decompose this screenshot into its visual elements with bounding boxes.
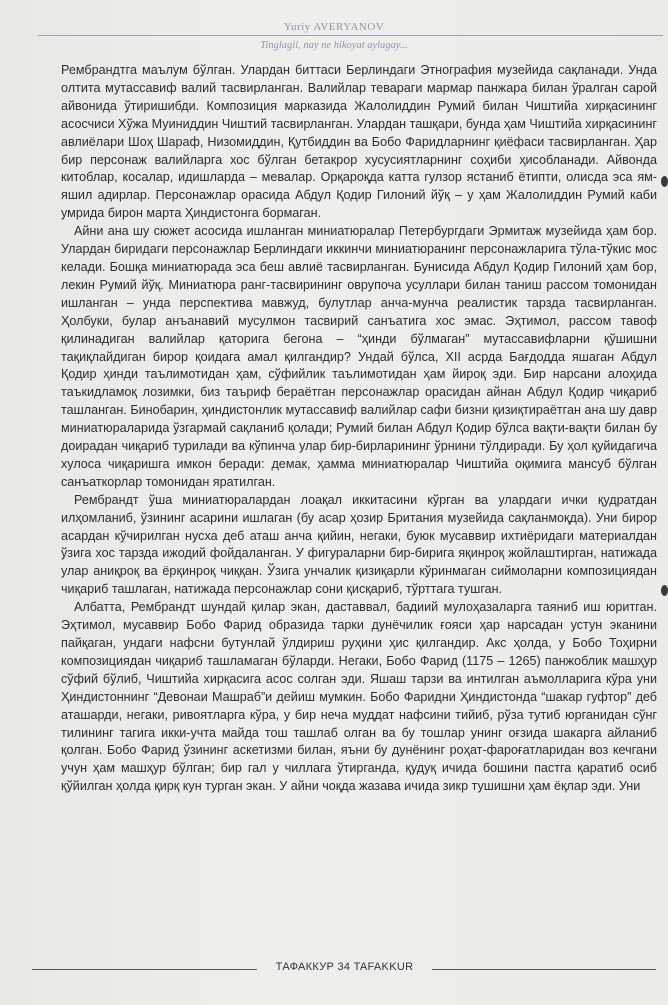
paragraph-3: Рембрандт ўша миниатюралардан лоақал иккитасини кўрган ва улардаги ички қудратдан илҳомланиб, ўзининг асарини ишлаган (бу асар ҳозир Британия музейида сақланмоқда). Уни бирор асардан кўчирилган нусха деб аташ анча қийин, негаки, буюк мусаввир ихтиёридаги материалдан ўзига хос тарзда ижодий фойдаланган. У фигураларни бир-бирига яқинроқ жойлаштирган, натижада улар аниқроқ ва ёрқинроқ чиққан. Ўзига унчалик қизиқарли кўринмаган сиймоларни композициядан чиқариб ташлаган, натижада персонажлар сони қисқариб, тўрттага тушган. xyxy=(61,492,657,597)
article-body xyxy=(61,62,657,796)
footer-page-label: ТАФАККУР 34 TAFAKKUR xyxy=(275,961,414,973)
header-rule xyxy=(38,35,663,36)
footer-rule-left xyxy=(32,969,257,970)
paragraph-2: Айни ана шу сюжет асосида ишланган миниатюралар Петербургдаги Эрмитаж музейида ҳам бор. Улардан биридаги персонажлар Берлиндаги иккинчи миниатюранинг персонажларига тўла-тўкис мос келади. Бошқа миниатюрада эса беш авлиё тасвирланган. Бунисида Абдул Қодир Гилоний ҳам бор, лекин Румий йўқ. Миниатюра ранг-тасвирининг оврупоча усуллари билан таниш рассом томонидан ишланган – унда перспектива мавжуд, булутлар анча-мунча реалистик тарзда тасвирланган. Ҳолбуки, булар анъанавий мусулмон тасвирий санъатига хос эмас. Эҳтимол, рассом тавоф қилинадиган валийлар қаторига бегона – “ҳинди бўлмаган” мутассавифларни қўшишни тақиқлайдиган бирор қоидага амал қилгандир? Ундай бўлса, XII асрда Бағдодда яшаган Абдул Қодир ҳинди таълимотидан ҳам, сўфийлик таълимотидан ҳам йироқ эди. Бир нарсани алоҳида таъкидламоқ лозимки, биз таъриф бераётган персонажлар орасидан айнан Абдул Қодир чиқариб ташланган. Бинобарин, ҳиндистонлик мутассавиф валийлар сафи бизни қизиқтираётган ана шу давр миниатюраларида ўзгармай сақланиб қолади; Румий билан Абдул Қодир бўлса вақти-вақти билан бу доирадан чиқариб турилади ва кўпинча улар бир-бирларининг ўрнини тўлдиради. Бу ҳол қуйидагича хулоса чиқаришга имкон беради: демак, ҳамма миниатюралар Чиштийа оқимига мансуб бўлган санъаткорлар томонидан яратилган. xyxy=(61,224,657,489)
paragraph-1: Рембрандтга маълум бўлган. Улардан биттаси Берлиндаги Этнография музейида сақланади. Унда олтита мутассавиф валий тасвирланган. Валийлар тевараги мармар панжара билан ўралган сарой айвонида ўтиришибди. Композиция марказида Жалолиддин Румий билан Чиштийа хирқасининг асосчиси Хўжа Муиниддин Чиштий тасвирланган. Улардан ташқари, бунда ҳам Чиштийа хирқасининг авлиёлари Шоҳ Шараф, Низомиддин, Қутбиддин ва Бобо Фаридларнинг қиёфаси тасвирланган. Ҳар бир персонаж валийларга хос бўлган бетакрор хусусиятларнинг соҳиби ҳисобланади. Айвонда китоблар, косалар, идишларда – мевалар. Орқароқда катта гулзор ястаниб ётипти, олисда эса ям-яшил адирлар. Персонажлар орасида Абдул Қодир Гилоний йўқ – у ҳам Жалолиддин Румий каби умрида бирон марта Ҳиндистонга бормаган. xyxy=(61,63,657,221)
running-header xyxy=(0,20,668,53)
header-subtitle: Tinglagil, nay ne hikoyat aylagay... xyxy=(260,40,408,51)
page-footer xyxy=(0,960,668,980)
header-author: Yuriy AVERYANOV xyxy=(283,21,385,33)
binder-hole-mark xyxy=(661,176,668,187)
binder-hole-mark xyxy=(661,585,668,596)
paragraph-4: Албатта, Рембрандт шундай қилар экан, даставвал, бадиий мулоҳазаларга таяниб иш юритган. Эҳтимол, мусаввир Бобо Фарид образида тарки дунёчилик ғояси ҳар нарсадан устун эканини пайқаган, ундаги нафсни бутунлай ўлдириш руҳини ҳис қилгандир. Акс ҳолда, у Бобо Тоҳирни композициядан чиқариб ташламаган бўларди. Негаки, Бобо Фарид (1175 – 1265) панжоблик машҳур сўфий бўлиб, Чиштийа хирқасига асос солган эди. Яшаш тарзи ва интилган аъмолларига кўра уни Ҳиндистоннинг “Девонаи Машраб”и дейиш мумкин. Бобо Фаридни Ҳиндистонда “шакар гуфтор” деб аташарди, негаки, ривоятларга кўра, у бир неча муддат нафсини тийиб, рўза тутиб юрганидан сўнг тилининг тагига икки-учта майда тош ташлаб олган ва бу тошлар унинг оғзида шакарга айланиб қолган. Бобо Фарид ўзининг аскетизми билан, яъни бу дунёнинг роҳат-фароғатларидан воз кечгани учун ҳам машҳур бўлган; бир гал у чиллага ўтирганда, қудуқ ичида бошини пастга қаратиб осиб қўйилган ҳолда қирқ кун турган экан. У айни чоқда жазава ичида зикр тушишни ҳам ёқлар эди. Уни xyxy=(61,600,657,794)
footer-rule-right xyxy=(432,969,656,970)
